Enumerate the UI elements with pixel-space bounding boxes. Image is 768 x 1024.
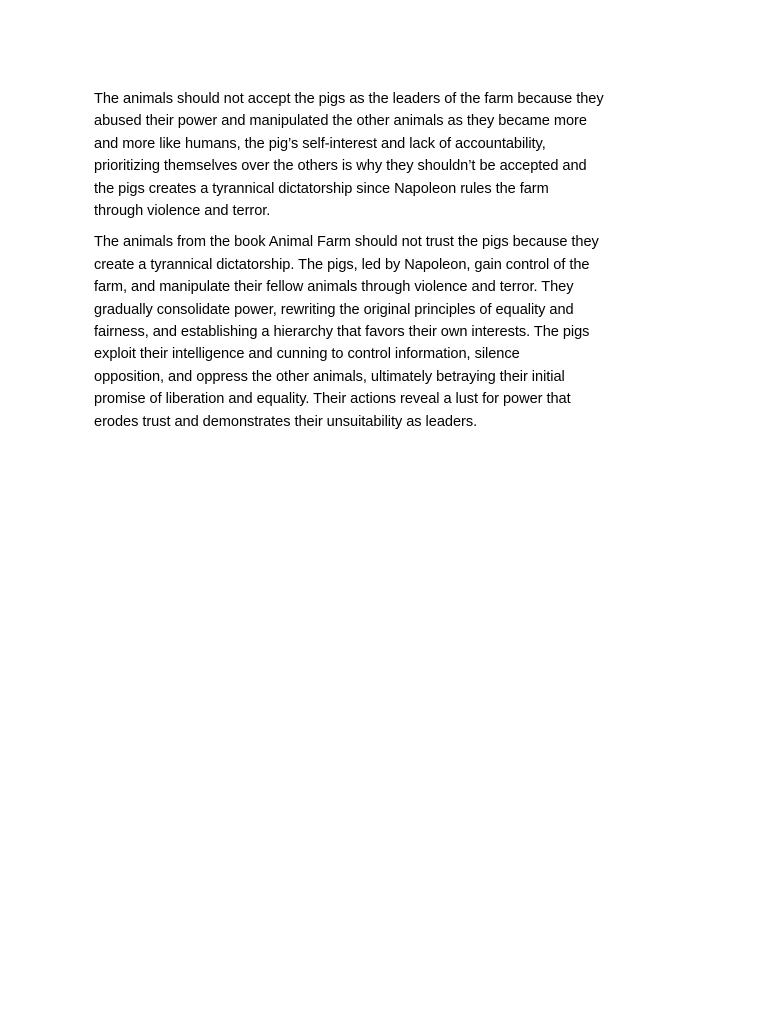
paragraph-1: The animals should not accept the pigs as the leaders of the farm because they abused their power and manipulated the other animals as they became more and more like humans, the pig’s self-interest and lack of accountability, prioritizing themselves over the others is why they shouldn’t be accepted and the pigs creates a tyrannical dictatorship since Napoleon rules the farm through violence and terror. [94,91,604,220]
paragraph-2: The animals from the book Animal Farm should not trust the pigs because they create a tyrannical dictatorship. The pigs, led by Napoleon, gain control of the farm, and manipulate their fellow animals through violence and terror. They gradually consolidate power, rewriting the original principles of equality and fairness, and establishing a hierarchy that favors their own interests. The pigs exploit their intelligence and cunning to control information, silence opposition, and oppress the other animals, ultimately betraying their initial promise of liberation and equality. Their actions reveal a lust for power that erodes trust and demonstrates their unsuitability as leaders. [94,234,599,430]
document-body [94,88,678,442]
